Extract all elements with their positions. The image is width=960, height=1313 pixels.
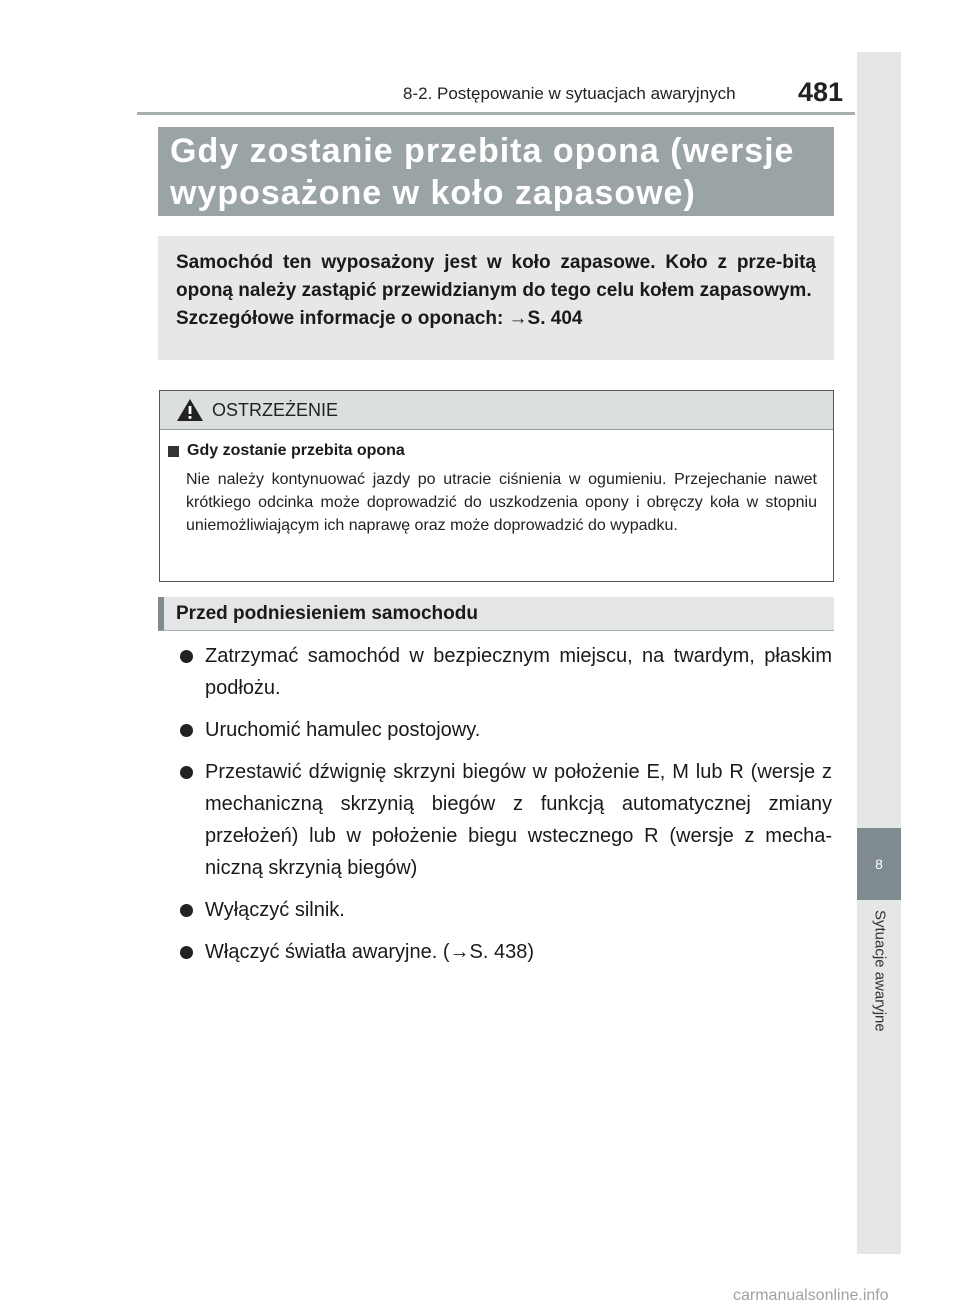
- watermark: carmanualsonline.info: [733, 1287, 889, 1304]
- warning-body: [160, 430, 833, 537]
- chapter-side-tab: [857, 52, 901, 1254]
- warning-title: OSTRZEŻENIE: [212, 399, 339, 420]
- list-item-text: Wyłączyć silnik.: [205, 899, 345, 921]
- list-item-text: Przestawić dźwignię skrzyni biegów w położenie E, M lub R (wersje z mechaniczną skrzynią biegów z funkcją automatycznej zmiany przełożeń) lub w położenie biegu wstecznego R (wersje z mecha-niczną skrzynią biegów): [205, 761, 832, 879]
- warning-header: [160, 391, 833, 430]
- intro-reference: Szczegółowe informacje o oponach: →S. 404: [176, 308, 583, 329]
- list-item: [180, 714, 832, 746]
- intro-box: [158, 236, 834, 360]
- list-item: [180, 894, 832, 926]
- page-title: Gdy zostanie przebita opona (wersje wyposażone w koło zapasowe): [158, 127, 834, 216]
- bullet-dot-icon: [180, 946, 193, 959]
- running-header-section: 8-2. Postępowanie w sytuacjach awaryjnych: [403, 84, 736, 103]
- bullet-dot-icon: [180, 724, 193, 737]
- page-number: 481: [798, 77, 844, 107]
- chapter-label: Sytuacje awaryjne: [871, 910, 889, 1032]
- section-heading: Przed podniesieniem samochodu: [158, 597, 834, 631]
- list-item: [180, 936, 832, 968]
- warning-triangle-icon: [176, 398, 204, 422]
- header-divider: [137, 112, 855, 115]
- bullet-dot-icon: [180, 904, 193, 917]
- list-item: [180, 640, 832, 704]
- warning-subtitle: [168, 442, 817, 460]
- warning-text: Nie należy kontynuować jazdy po utracie ciśnienia w ogumieniu. Przejechanie nawet krótkiego odcinka może doprowadzić do uszkodzenia opony i obręczy koła w stopniu uniemożliwiającym ich naprawę oraz może doprowadzić do wypadku.: [186, 471, 817, 534]
- warning-box: [159, 390, 834, 582]
- intro-text: Samochód ten wyposażony jest w koło zapasowe. Koło z prze-bitą oponą należy zastąpić przewidzianym do tego celu kołem zapasowym.: [176, 252, 816, 301]
- list-item: [180, 756, 832, 884]
- list-item-text: Uruchomić hamulec postojowy.: [205, 719, 481, 741]
- bullet-dot-icon: [180, 766, 193, 779]
- list-item-text: Zatrzymać samochód w bezpiecznym miejscu, na twardym, płaskim podłożu.: [205, 645, 832, 699]
- bullet-list: [180, 640, 832, 978]
- list-item-text: Włączyć światła awaryjne. (→S. 438): [205, 941, 534, 963]
- bullet-dot-icon: [180, 650, 193, 663]
- warning-subtitle-text: Gdy zostanie przebita opona: [187, 442, 405, 459]
- chapter-number: 8: [857, 828, 901, 900]
- square-bullet-icon: [168, 446, 179, 457]
